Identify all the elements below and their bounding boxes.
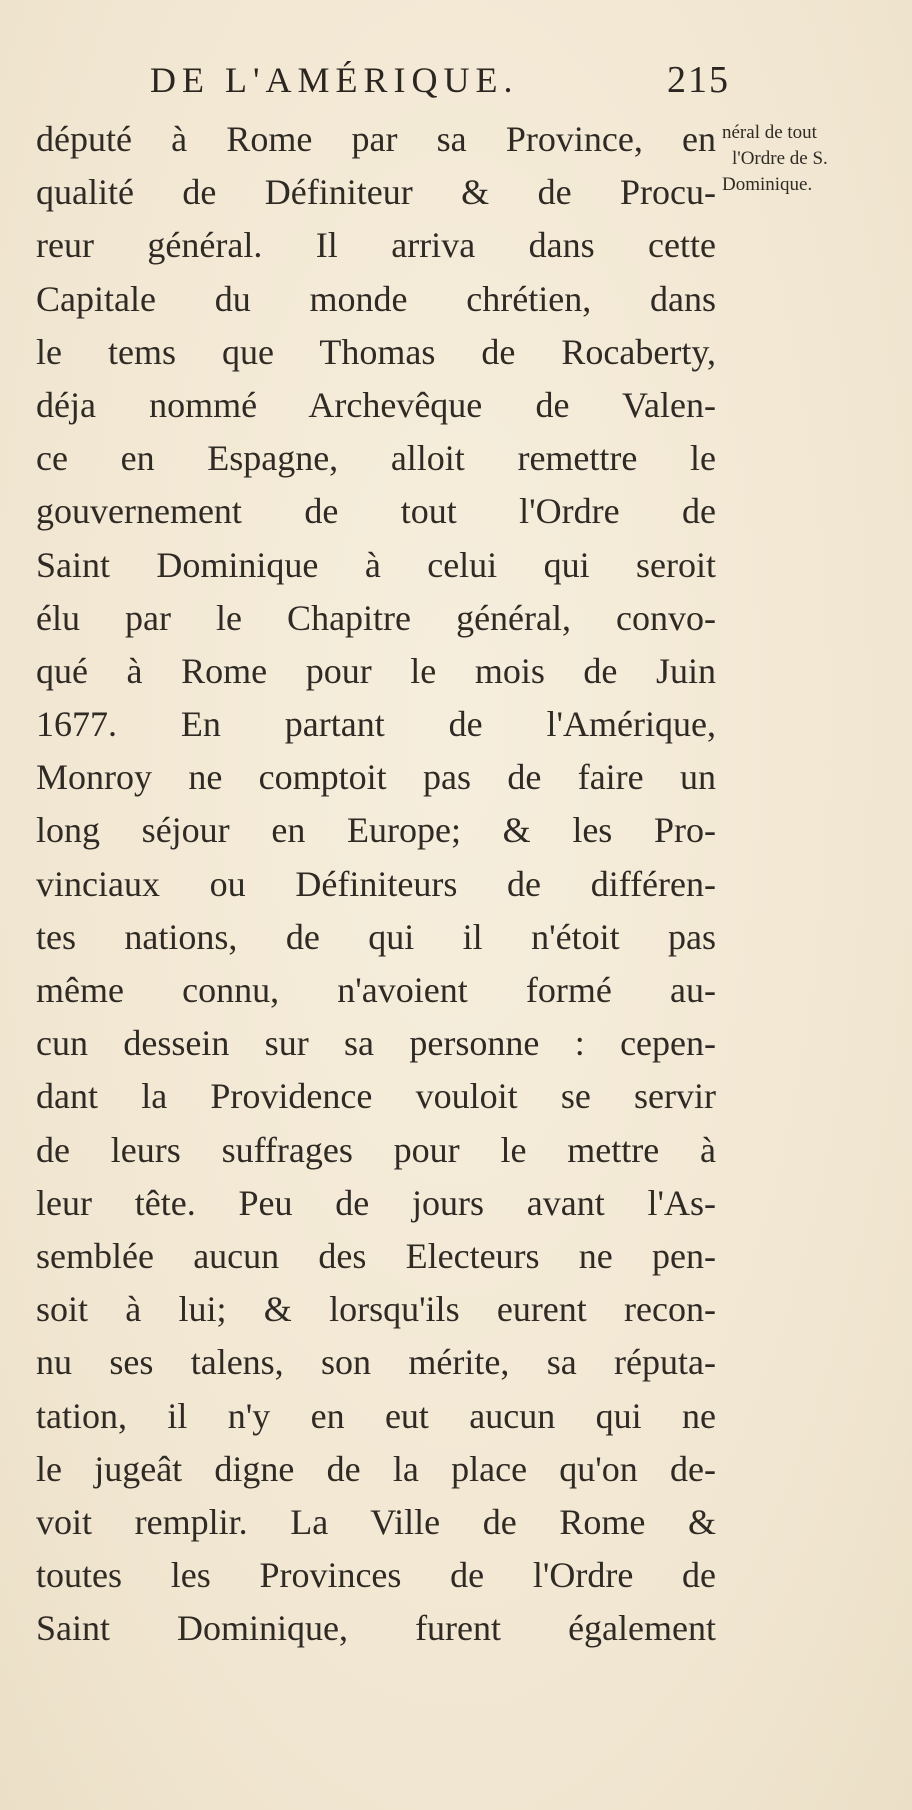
text-line: ce en Espagne, alloit remettre le bbox=[36, 438, 716, 479]
text-line: long séjour en Europe; & les Pro- bbox=[36, 810, 716, 851]
text-line: leur tête. Peu de jours avant l'As- bbox=[36, 1182, 716, 1223]
text-line: voit remplir. La Ville de Rome & bbox=[36, 1501, 716, 1542]
text-line: de leurs suffrages pour le mettre à bbox=[36, 1129, 716, 1170]
text-line: cun dessein sur sa personne : cepen- bbox=[36, 1023, 716, 1064]
text-line: semblée aucun des Electeurs ne pen- bbox=[36, 1235, 716, 1276]
margin-note-line: l'Ordre de S. bbox=[732, 148, 828, 169]
text-line: le tems que Thomas de Rocaberty, bbox=[36, 331, 716, 372]
text-line: Saint Dominique, furent également bbox=[36, 1608, 716, 1649]
text-line: tation, il n'y en eut aucun qui ne bbox=[36, 1395, 716, 1436]
text-line: tes nations, de qui il n'étoit pas bbox=[36, 916, 716, 957]
text-line: qué à Rome pour le mois de Juin bbox=[36, 650, 716, 691]
body-text bbox=[36, 113, 716, 1655]
text-line: Capitale du monde chrétien, dans bbox=[36, 278, 716, 319]
running-header bbox=[150, 58, 730, 102]
text-line: toutes les Provinces de l'Ordre de bbox=[36, 1555, 716, 1596]
margin-note-line: néral de tout bbox=[722, 122, 817, 143]
text-line: Saint Dominique à celui qui seroit bbox=[36, 544, 716, 585]
text-line: qualité de Définiteur & de Procu- bbox=[36, 172, 716, 213]
page-number: 215 bbox=[667, 59, 730, 101]
margin-note-line: Dominique. bbox=[722, 174, 813, 195]
margin-note bbox=[722, 120, 910, 198]
text-line: même connu, n'avoient formé au- bbox=[36, 970, 716, 1010]
text-line: gouvernement de tout l'Ordre de bbox=[36, 491, 716, 532]
text-line: 1677. En partant de l'Amérique, bbox=[36, 704, 716, 745]
text-line: nu ses talens, son mérite, sa réputa- bbox=[36, 1342, 716, 1383]
text-line: Monroy ne comptoit pas de faire un bbox=[36, 757, 716, 798]
text-line: déja nommé Archevêque de Valen- bbox=[36, 384, 716, 425]
text-line: vinciaux ou Définiteurs de différen- bbox=[36, 863, 716, 904]
running-title: DE L'AMÉRIQUE. bbox=[150, 60, 519, 100]
text-line: soit à lui; & lorsqu'ils eurent recon- bbox=[36, 1289, 716, 1330]
text-line: député à Rome par sa Province, en bbox=[36, 119, 716, 159]
text-line: dant la Providence vouloit se servir bbox=[36, 1076, 716, 1117]
text-line: reur général. Il arriva dans cette bbox=[36, 225, 716, 266]
text-line: le jugeât digne de la place qu'on de- bbox=[36, 1448, 716, 1489]
text-line: élu par le Chapitre général, convo- bbox=[36, 597, 716, 638]
